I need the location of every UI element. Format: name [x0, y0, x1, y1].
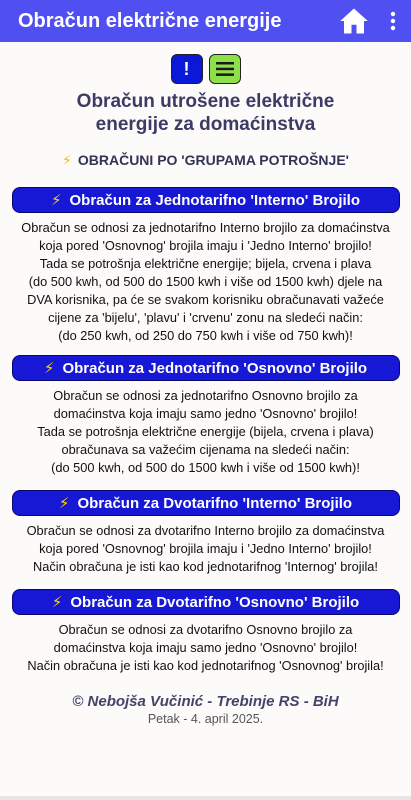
section-description	[0, 219, 411, 345]
description-line: Obračun se odnosi za jednotarifno Interno brojilo za domaćinstva	[21, 220, 390, 235]
description-line: cijene za 'bijelu', 'plavu' i 'crvenu' zonu na sledeći način:	[48, 310, 363, 325]
section-2	[0, 355, 411, 477]
section-button-label: Obračun za Jednotarifno 'Osnovno' Brojilo	[62, 360, 368, 377]
toolbar	[0, 54, 411, 84]
app-title: Obračun električne energije	[18, 9, 282, 32]
description-line: koja pored 'Osnovnog' brojila imaju i 'Jedno Interno' brojilo!	[39, 541, 372, 556]
description-line: domaćinstva koja imaju samo jedno 'Osnovno' brojilo!	[53, 406, 358, 421]
section-4	[0, 589, 411, 675]
page-title-line1: Obračun utrošene električne	[76, 91, 335, 112]
description-line: Način obračuna je isti kao kod jednotarifnog 'Osnovnog' brojila!	[27, 658, 384, 673]
description-line: Obračun se odnosi za jednotarifno Osnovno brojilo za	[53, 388, 358, 403]
hamburger-menu-icon[interactable]	[209, 54, 241, 84]
description-line: koja pored 'Osnovnog' brojila imaju i 'Jedno Interno' brojilo!	[39, 238, 372, 253]
footer-date: Petak - 4. april 2025.	[147, 712, 264, 726]
footer-author: © Nebojša Vučinić - Trebinje RS - BiH	[72, 693, 339, 710]
lightning-icon: ⚡	[58, 495, 70, 512]
description-line: Obračun se odnosi za dvotarifno Interno brojilo za domaćinstva	[26, 523, 385, 538]
section-3	[0, 490, 411, 576]
page-title	[0, 90, 411, 136]
page-title-line2: energije za domaćinstva	[95, 114, 316, 135]
description-line: Način obračuna je isti kao kod jednotarifnog 'Internog' brojila!	[33, 559, 378, 574]
description-line: Obračun se odnosi za dvotarifno Osnovno brojilo za	[58, 622, 353, 637]
description-line: domaćinstva koja imaju samo jedno 'Osnovno' brojilo!	[53, 640, 358, 655]
description-line: (do 500 kwh, od 500 do 1500 kwh i više od 1500 kwh) djele na	[28, 274, 383, 289]
sections-container	[0, 187, 411, 675]
section-1	[0, 187, 411, 345]
section-description	[0, 621, 411, 675]
lightning-icon: ⚡	[50, 192, 62, 209]
section-button-label: Obračun za Dvotarifno 'Osnovno' Brojilo	[70, 594, 360, 611]
section-button-label: Obračun za Jednotarifno 'Interno' Brojilo	[69, 192, 361, 209]
description-line: Tada se potrošnja električne energije (bijela, crvena i plava)	[37, 424, 374, 439]
app-bar	[0, 0, 411, 42]
more-vert-icon[interactable]	[385, 6, 401, 36]
description-line: DVA korisnika, pa će se svakom korisniku obračunavati važeće	[27, 292, 384, 307]
description-line: Tada se potrošnja električne energije; bijela, crvena i plava	[39, 256, 372, 271]
section-button-label: Obračun za Dvotarifno 'Interno' Brojilo	[77, 495, 353, 512]
lightning-icon: ⚡	[62, 152, 72, 168]
section-description	[0, 387, 411, 477]
description-line: (do 250 kwh, od 250 do 750 kwh i više od 750 kwh)!	[58, 328, 353, 343]
system-nav-bar	[0, 796, 411, 800]
section-description	[0, 522, 411, 576]
section-button-3[interactable]	[12, 490, 400, 516]
section-button-1[interactable]	[12, 187, 400, 213]
section-button-4[interactable]	[12, 589, 400, 615]
lightning-icon: ⚡	[43, 360, 55, 377]
lightning-icon: ⚡	[51, 594, 63, 611]
description-line: (do 500 kwh, od 500 do 1500 kwh i više od 1500 kwh)!	[51, 460, 360, 475]
section-button-2[interactable]	[12, 355, 400, 381]
subheading-text: OBRAČUNI PO 'GRUPAMA POTROŠNJE'	[77, 152, 349, 168]
description-line: obračunava sa važećim cijenama na sledeći način:	[61, 442, 350, 457]
subheading	[0, 152, 411, 169]
info-button[interactable]: !	[171, 54, 203, 84]
home-icon[interactable]	[337, 6, 371, 36]
